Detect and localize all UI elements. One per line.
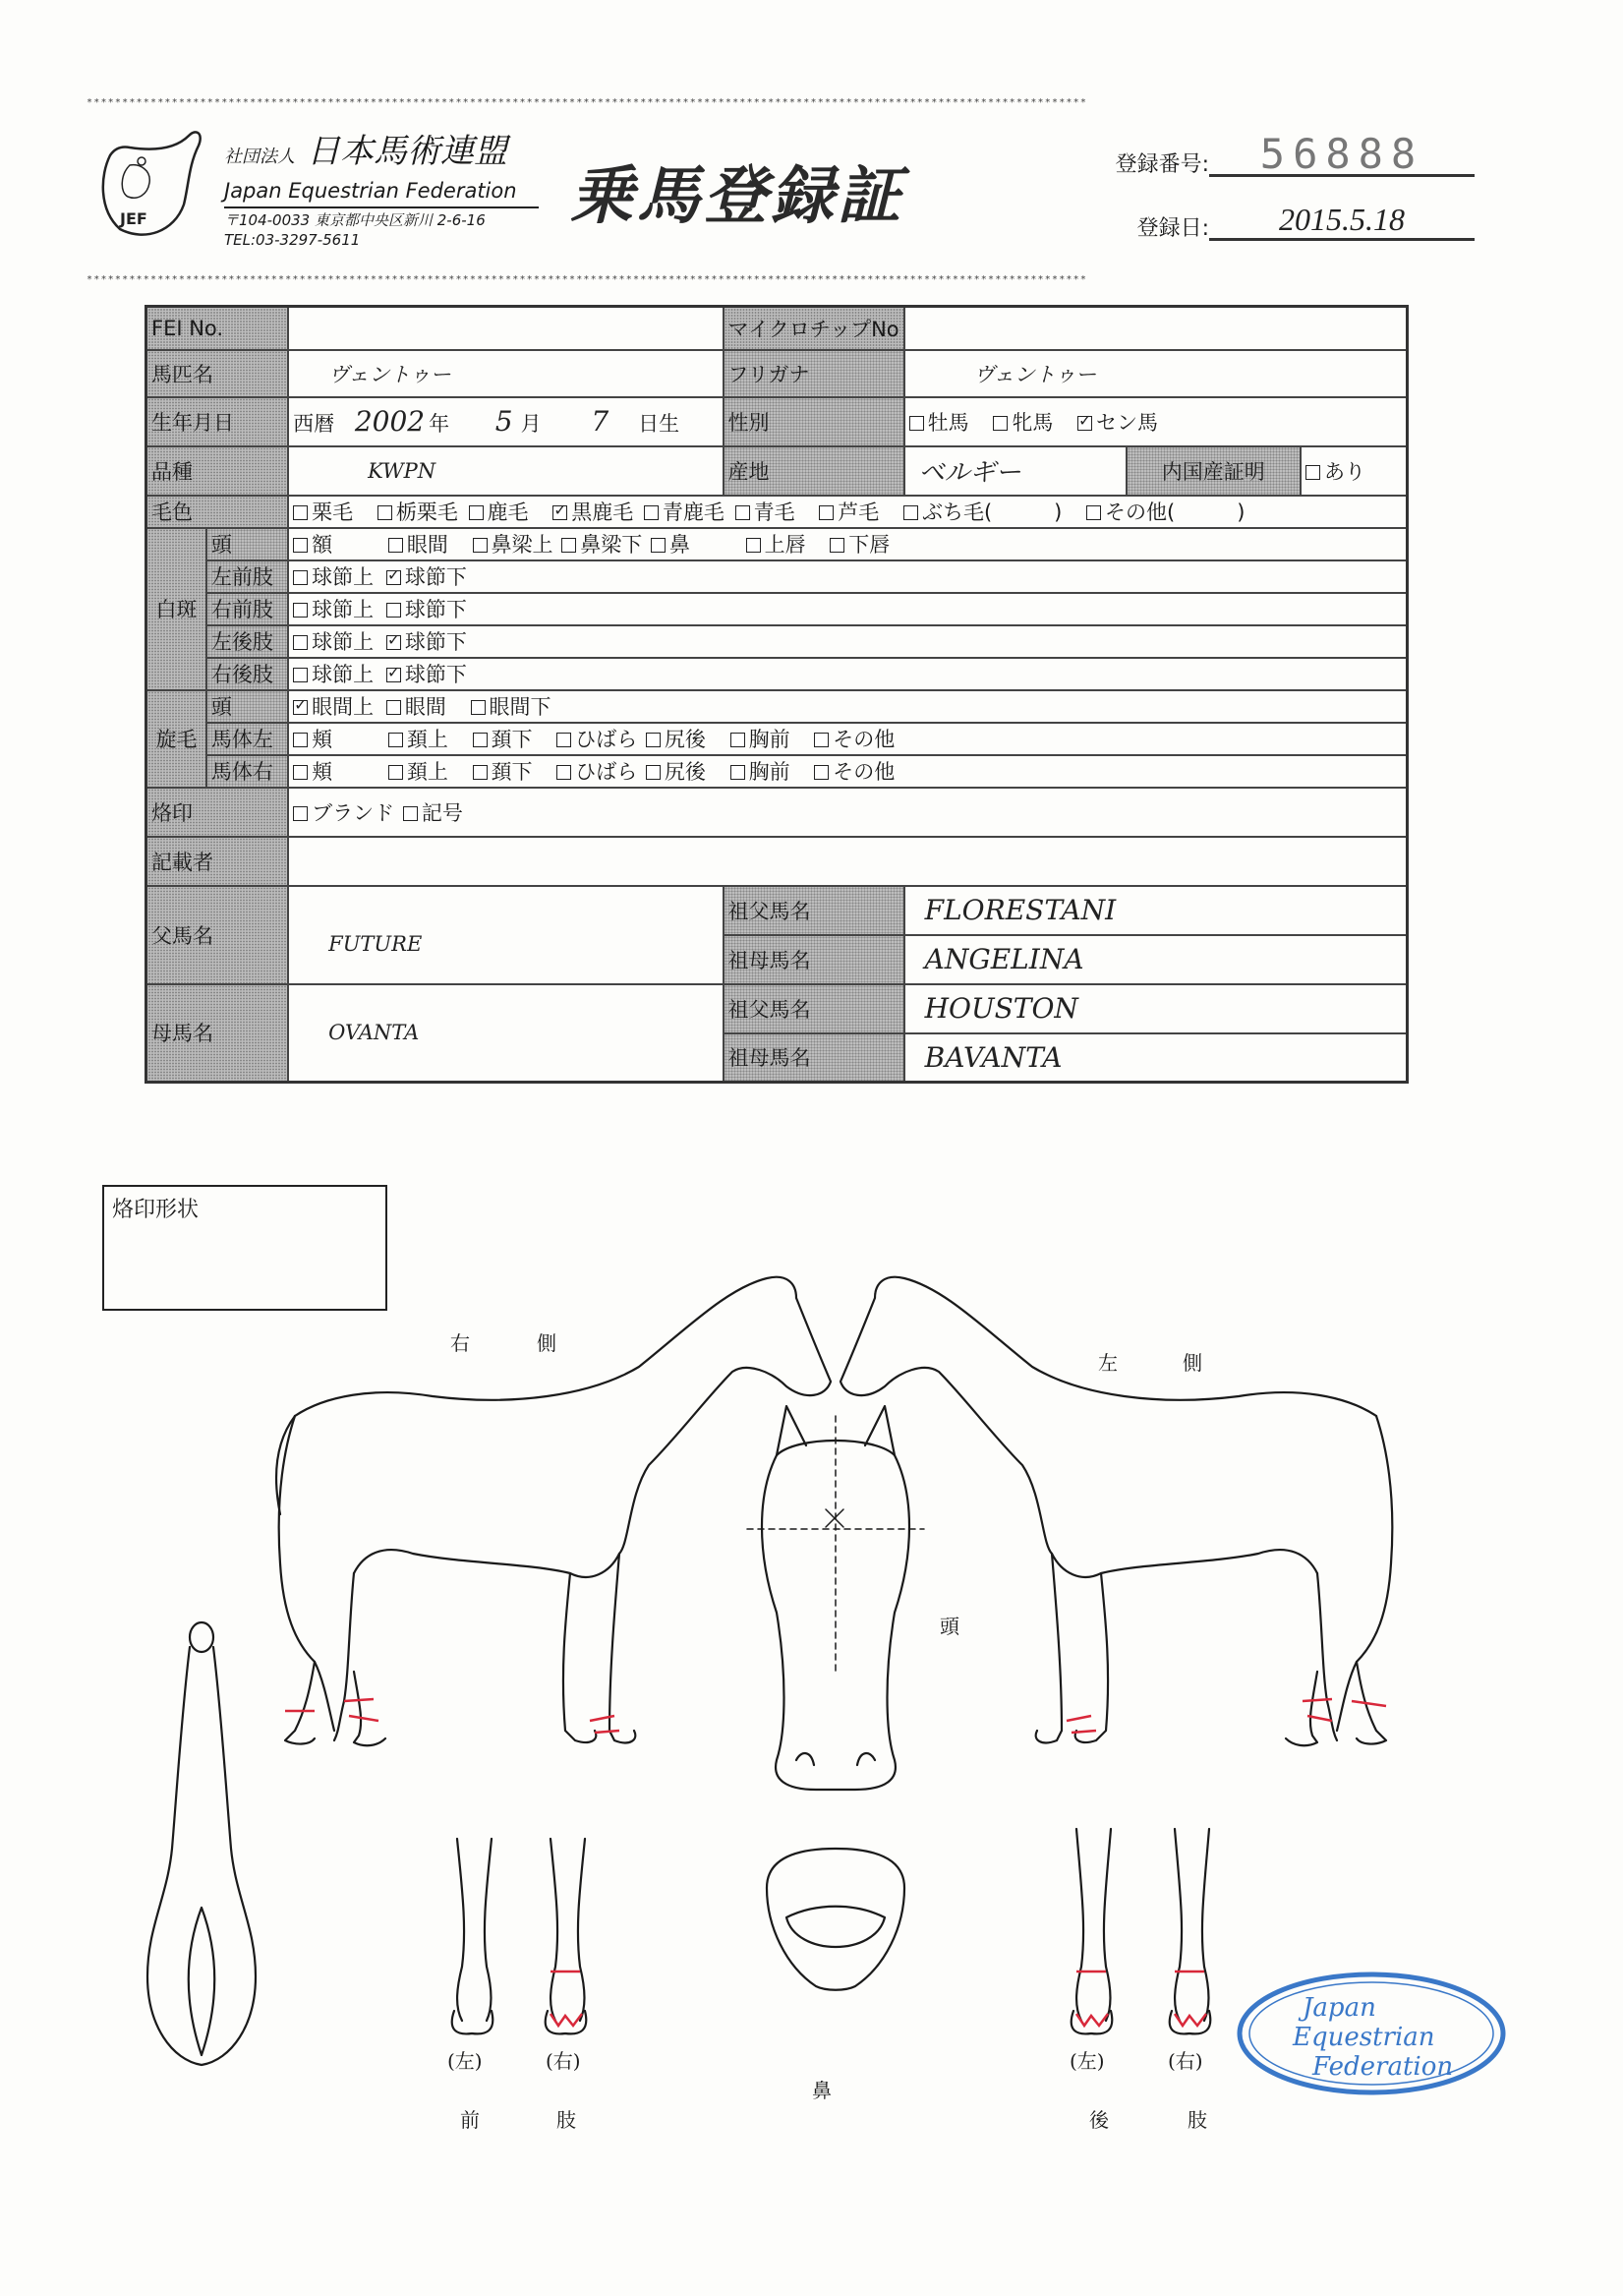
option-label: 胸前 — [748, 760, 790, 784]
breed-field[interactable]: KWPN — [288, 446, 723, 496]
nose-label: 鼻 — [812, 2079, 832, 2102]
front-right-label: (右) — [546, 2049, 581, 2073]
white-marks-row-label: 左後肢 — [206, 625, 288, 658]
option-label: 頚下 — [491, 760, 533, 784]
dam-sire-field[interactable]: HOUSTON — [904, 984, 1408, 1033]
origin-label: 産地 — [724, 446, 904, 496]
furigana-field[interactable]: ヴェントゥー — [904, 350, 1408, 397]
org-name-ja: 日本馬術連盟 — [307, 132, 507, 171]
whorls-row-label: 馬体右 — [206, 755, 288, 788]
option-label: 尻後 — [664, 760, 706, 784]
day-unit: 日生 — [638, 412, 680, 436]
option-label: 青鹿毛 — [662, 500, 725, 524]
hind-legs-caption-1: 後 — [1089, 2108, 1109, 2132]
sex-label: 性別 — [724, 397, 904, 446]
horse-name-field[interactable]: ヴェントゥー — [288, 350, 723, 397]
org-type: 社団法人 — [224, 147, 295, 167]
option-label: 球節下 — [404, 663, 467, 686]
dam-label: 母馬名 — [146, 984, 289, 1083]
registration-date-value: 2015.5.18 — [1209, 202, 1475, 241]
whorls-row-label: 馬体左 — [206, 723, 288, 755]
year-unit: 年 — [429, 412, 450, 436]
org-tel: TEL:03-3297-5611 — [224, 231, 361, 249]
sire-dam-label: 祖母馬名 — [724, 935, 904, 984]
front-legs-caption-2: 肢 — [556, 2108, 576, 2132]
left-side-label-2: 側 — [1183, 1351, 1202, 1375]
hind-legs-icon — [1072, 1829, 1211, 2033]
hind-right-label: (右) — [1168, 2049, 1203, 2073]
horse-nose-icon — [767, 1849, 904, 1990]
option-label: 尻後 — [664, 728, 706, 751]
option-label: 鹿毛 — [487, 500, 529, 524]
option-label: 頚下 — [491, 728, 533, 751]
option-label: 鼻 — [668, 533, 690, 557]
option-label: 球節上 — [312, 565, 375, 589]
furigana-label: フリガナ — [724, 350, 904, 397]
coat-color-label: 毛色 — [146, 496, 289, 528]
horse-top-view-icon — [147, 1622, 256, 2065]
option-label: 頚上 — [406, 728, 448, 751]
birth-year: 2002 — [354, 405, 426, 438]
registration-number-value: 56888 — [1209, 130, 1475, 177]
option-label: 牝馬 — [1012, 410, 1054, 435]
registration-number-label: 登録番号: — [1115, 152, 1209, 177]
dam-dam-label: 祖母馬名 — [724, 1033, 904, 1083]
option-label: 頬 — [312, 760, 333, 784]
option-label: 牡馬 — [927, 410, 969, 435]
horse-head-front-icon — [747, 1406, 924, 1790]
option-label: 球節上 — [312, 598, 375, 621]
option-label: 胸前 — [748, 728, 790, 751]
svg-text:Equestrian: Equestrian — [1293, 2023, 1435, 2052]
sire-dam-field[interactable]: ANGELINA — [904, 935, 1408, 984]
front-legs-icon — [452, 1839, 587, 2033]
right-side-label-2: 側 — [537, 1331, 556, 1355]
option-label: 鼻梁上 — [491, 533, 553, 557]
option-label: 記号 — [421, 800, 463, 825]
option-label: 眼間 — [404, 695, 446, 719]
option-label: その他 — [833, 760, 896, 784]
option-label: その他( ) — [1105, 500, 1246, 524]
dam-sire-label: 祖父馬名 — [724, 984, 904, 1033]
white-marks-row-label: 左前肢 — [206, 560, 288, 593]
fei-no-label: FEI No. — [146, 307, 289, 350]
option-label: 球節下 — [404, 565, 467, 589]
birth-date-label: 生年月日 — [146, 397, 289, 446]
option-label: 眼間 — [406, 533, 448, 557]
option-label: 上唇 — [764, 533, 806, 557]
org-name-en: Japan Equestrian Federation — [224, 177, 539, 208]
white-marks-label: 白斑 — [146, 528, 206, 690]
option-label: 球節上 — [312, 630, 375, 654]
option-label: 下唇 — [848, 533, 891, 557]
registration-date-label: 登録日: — [1136, 216, 1209, 241]
dam-field[interactable]: OVANTA — [288, 984, 723, 1083]
hind-left-label: (左) — [1070, 2049, 1105, 2073]
horse-name-label: 馬匹名 — [146, 350, 289, 397]
white-marks-row-label: 右前肢 — [206, 593, 288, 625]
decorative-star-border-top: ********************************************************************************************************************************************* — [87, 97, 1088, 108]
brand-label: 烙印 — [146, 788, 289, 837]
option-label: 頬 — [312, 728, 333, 751]
org-address: 〒104-0033 東京都中央区新川 2-6-16 — [224, 211, 486, 229]
origin-field[interactable]: ベルギー — [904, 446, 1127, 496]
breed-label: 品種 — [146, 446, 289, 496]
svg-text:Japan: Japan — [1303, 1993, 1376, 2023]
front-legs-caption-1: 前 — [460, 2108, 480, 2132]
option-label: 頚上 — [406, 760, 448, 784]
sire-label: 父馬名 — [146, 886, 289, 984]
dam-dam-field[interactable]: BAVANTA — [904, 1033, 1408, 1083]
sire-sire-label: 祖父馬名 — [724, 886, 904, 935]
option-label: 球節下 — [404, 630, 467, 654]
birth-month: 5 — [494, 405, 513, 438]
right-side-label-1: 右 — [450, 1331, 470, 1355]
option-label: 眼間下 — [489, 695, 551, 719]
recorder-label: 記載者 — [146, 837, 289, 886]
white-marks-row-label: 頭 — [206, 528, 288, 560]
option-label: ぶち毛( ) — [921, 500, 1063, 524]
sire-field[interactable]: FUTURE — [288, 886, 723, 984]
option-label: 黒鹿毛 — [571, 500, 634, 524]
document-title: 乗馬登録証 — [570, 160, 904, 233]
federation-stamp-icon — [1234, 1965, 1509, 2102]
option-label: 栗毛 — [312, 500, 354, 524]
option-label: 眼間上 — [312, 695, 375, 719]
option-label: 青毛 — [753, 500, 795, 524]
era-label: 西暦 — [293, 412, 335, 436]
white-marks-row-label: 右後肢 — [206, 658, 288, 690]
birth-day: 7 — [591, 405, 609, 438]
option-label: ブランド — [312, 800, 395, 825]
option-label: 球節上 — [312, 663, 375, 686]
option-label: 芦毛 — [838, 500, 880, 524]
option-label: 額 — [312, 533, 333, 557]
option-label: 栃栗毛 — [395, 500, 458, 524]
option-label: ひばら — [575, 760, 638, 784]
option-label: ひばら — [575, 728, 638, 751]
sire-sire-field[interactable]: FLORESTANI — [904, 886, 1408, 935]
svg-text:JEF: JEF — [120, 209, 147, 228]
month-unit: 月 — [520, 412, 542, 436]
option-label: あり — [1323, 459, 1365, 484]
head-label: 頭 — [940, 1615, 959, 1638]
svg-text:Federation: Federation — [1312, 2052, 1454, 2082]
whorls-row-label: 頭 — [206, 690, 288, 723]
brand-shape-label: 烙印形状 — [112, 1198, 200, 1222]
microchip-label: マイクロチップNo — [724, 307, 904, 350]
option-label: 鼻梁下 — [580, 533, 643, 557]
option-label: その他 — [833, 728, 896, 751]
hind-legs-caption-2: 肢 — [1188, 2108, 1207, 2132]
domestic-cert-label: 内国産証明 — [1127, 446, 1301, 496]
left-side-label-1: 左 — [1098, 1351, 1118, 1375]
front-left-label: (左) — [447, 2049, 483, 2073]
option-label: 球節下 — [404, 598, 467, 621]
decorative-star-border-bottom: ********************************************************************************************************************************************* — [87, 274, 1088, 285]
white-marking-indicators — [285, 1699, 1386, 2026]
option-label: セン馬 — [1096, 410, 1159, 435]
whorls-label: 旋毛 — [146, 690, 206, 788]
